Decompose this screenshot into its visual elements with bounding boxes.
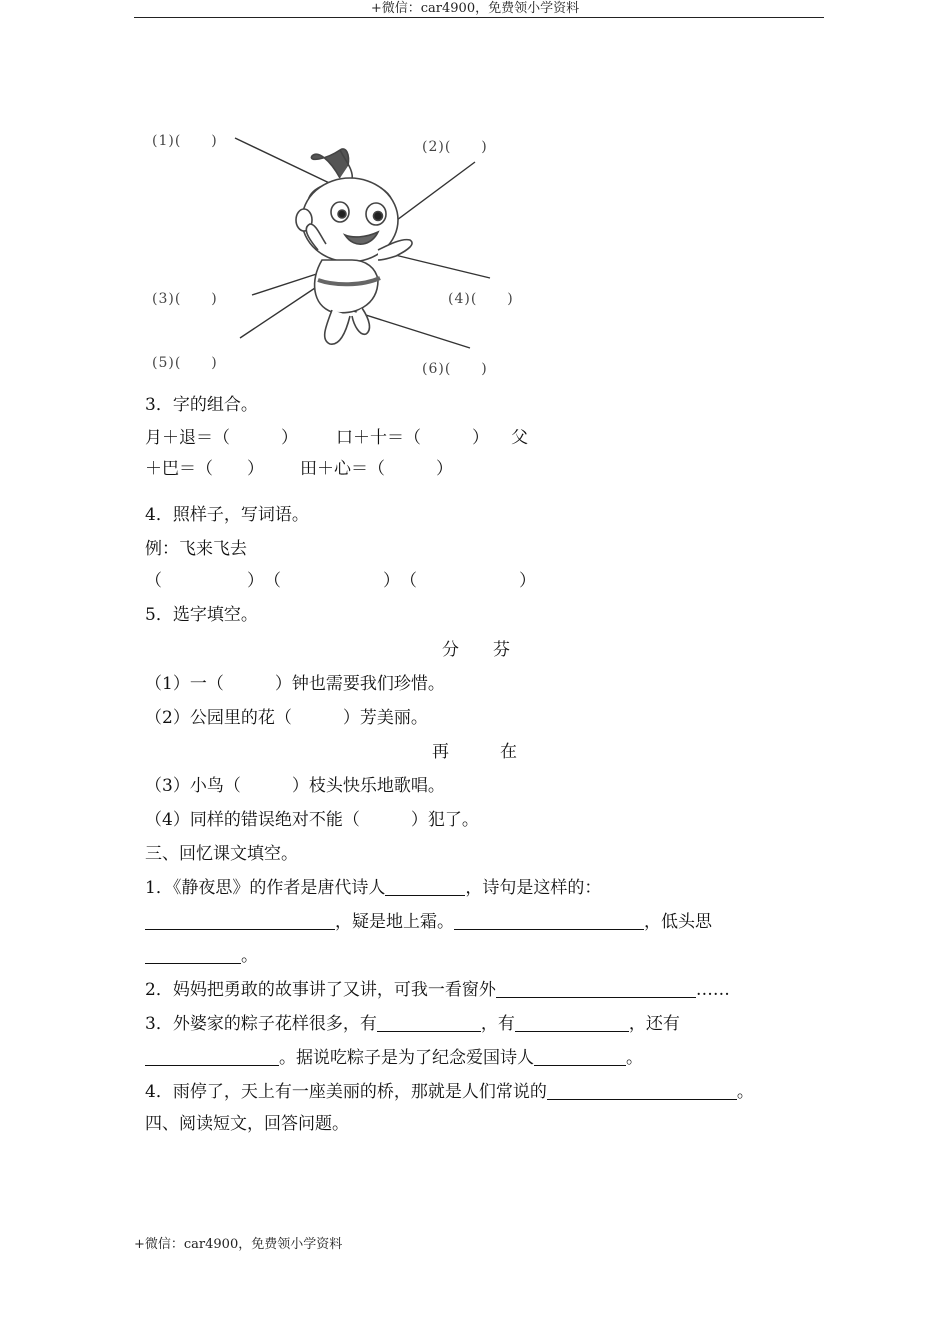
sec3-q1-text2: ，诗句是这样的： xyxy=(465,878,602,898)
q4-example: 例：飞来飞去 xyxy=(145,539,247,559)
sec3-q3-line2 xyxy=(145,1046,643,1070)
diagram-label-3: (3)( ) xyxy=(152,291,218,307)
page-footer: +微信：car4900，免费领小学资料 xyxy=(134,1237,343,1252)
fill-blank[interactable] xyxy=(145,945,241,964)
q5-item-4: （4）同样的错误绝对不能（ ）犯了。 xyxy=(145,810,479,830)
sec3-q4 xyxy=(145,1080,754,1104)
pointer-line-4 xyxy=(395,255,490,278)
sec3-q3-text5: 。 xyxy=(626,1048,643,1068)
fill-blank[interactable] xyxy=(454,911,644,930)
section4-title: 四、阅读短文，回答问题。 xyxy=(145,1114,349,1134)
sec3-q3-text2: ，有 xyxy=(480,1014,515,1034)
fill-blank[interactable] xyxy=(496,979,696,998)
sec3-q1-line1 xyxy=(145,876,601,900)
sec3-q2 xyxy=(145,978,730,1002)
fill-blank[interactable] xyxy=(547,1081,737,1100)
sec3-q1-text4: ，低头思 xyxy=(644,912,712,932)
sec3-q3-text3: ，还有 xyxy=(628,1014,680,1034)
q5-choice-2: 再 在 xyxy=(432,742,517,762)
q3-item-1: 月＋退＝（ ） xyxy=(145,428,298,448)
sec3-q2-text2: …… xyxy=(695,980,730,1000)
fill-blank[interactable] xyxy=(145,911,335,930)
q5-item-1: （1）一（ ）钟也需要我们珍惜。 xyxy=(145,674,445,694)
diagram-label-1: (1)( ) xyxy=(152,133,218,149)
fill-blank[interactable] xyxy=(534,1047,626,1066)
sec3-q3-text: 3．外婆家的粽子花样很多，有 xyxy=(145,1014,377,1034)
sec3-q1-text: 1．《静夜思》的作者是唐代诗人 xyxy=(145,878,386,898)
q4-title: 4．照样子，写词语。 xyxy=(145,505,309,525)
sec3-q3-line1 xyxy=(145,1012,680,1036)
q3-row2 xyxy=(145,457,453,481)
q5-item-3: （3）小鸟（ ）枝头快乐地歌唱。 xyxy=(145,776,445,796)
q3-item-3: 父 xyxy=(511,428,528,448)
diagram-label-6: (6)( ) xyxy=(422,361,488,377)
q5-title: 5．选字填空。 xyxy=(145,605,258,625)
diagram-label-5: (5)( ) xyxy=(152,355,218,371)
sec3-q1-text5: 。 xyxy=(241,946,258,966)
q3-title: 3．字的组合。 xyxy=(145,395,258,415)
fill-blank[interactable] xyxy=(515,1013,629,1032)
q4-answer-blanks: （ ） （ ） （ ） xyxy=(145,571,536,591)
header-rule xyxy=(134,17,824,18)
q5-choice-1: 分 芬 xyxy=(442,640,510,660)
fill-blank[interactable] xyxy=(377,1013,481,1032)
q3-item-4: 田＋心＝（ ） xyxy=(300,459,453,479)
diagram-label-4: (4)( ) xyxy=(448,291,514,307)
sec3-q4-text2: 。 xyxy=(736,1082,754,1102)
sec3-q2-text: 2．妈妈把勇敢的故事讲了又讲，可我一看窗外 xyxy=(145,980,496,1000)
sec3-q1-line2 xyxy=(145,910,712,934)
q3-item-3-cont: ＋巴＝（ ） xyxy=(145,459,264,479)
sec3-q4-text: 4．雨停了，天上有一座美丽的桥，那就是人们常说的 xyxy=(145,1082,547,1102)
diagram-label-2: (2)( ) xyxy=(422,139,488,155)
q3-row1 xyxy=(145,426,528,450)
boy-illustration xyxy=(140,120,560,390)
q5-item-2: （2）公园里的花（ ）芳美丽。 xyxy=(145,708,428,728)
fill-blank[interactable] xyxy=(385,877,465,896)
sec3-q3-text4: 。据说吃粽子是为了纪念爱国诗人 xyxy=(279,1048,534,1068)
fill-blank[interactable] xyxy=(145,1047,279,1066)
q3-item-2: 口＋十＝（ ） xyxy=(336,428,489,448)
page-header: +微信：car4900，免费领小学资料 xyxy=(370,1,580,16)
boy-diagram xyxy=(140,120,560,390)
sec3-q1-text3: ，疑是地上霜。 xyxy=(335,912,454,932)
sec3-q1-line3 xyxy=(145,944,258,968)
section3-title: 三、回忆课文填空。 xyxy=(145,844,298,864)
